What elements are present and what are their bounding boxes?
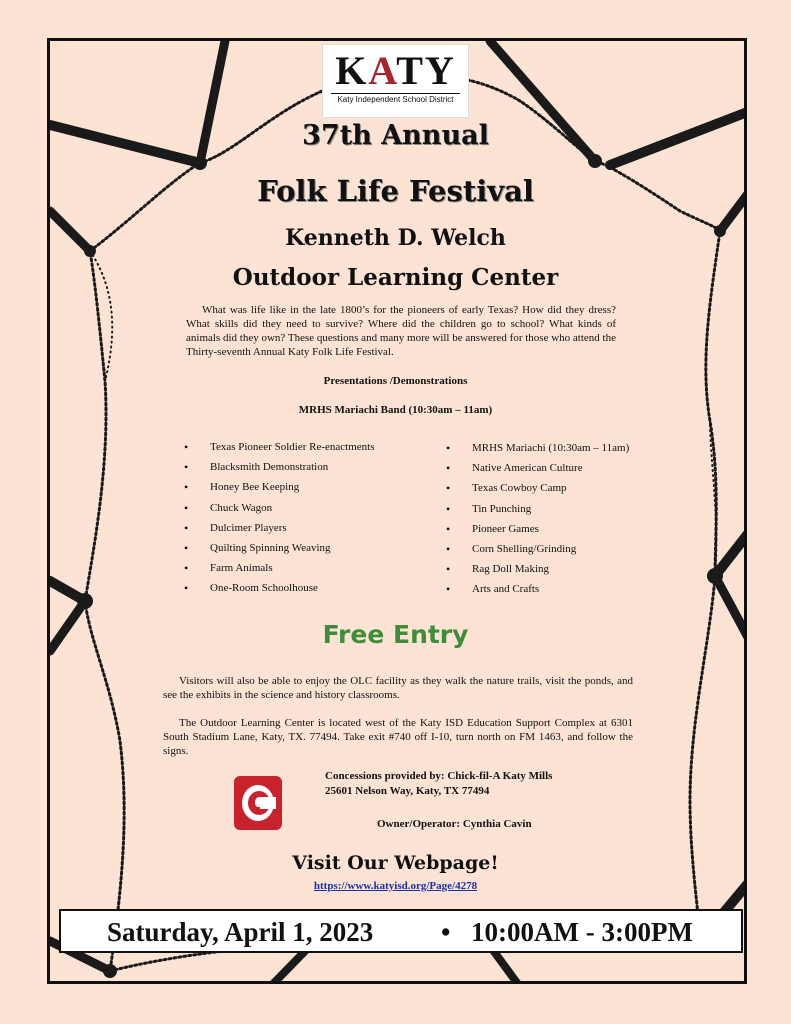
free-entry-banner: Free Entry — [322, 620, 469, 649]
district-name: Katy Independent School District — [331, 93, 460, 104]
chick-fil-a-logo — [234, 776, 282, 830]
visit-webpage-heading: Visit Our Webpage! — [292, 852, 499, 874]
list-item: • Quilting Spinning Weaving — [184, 542, 374, 562]
list-item: • One-Room Schoolhouse — [184, 582, 374, 602]
concessions-line: Concessions provided by: Chick-fil-A Katy Mills — [325, 770, 553, 782]
concessions-address: 25601 Nelson Way, Katy, TX 77494 — [325, 785, 490, 797]
intro-paragraph: What was life like in the late 1800’s for the pioneers of early Texas? How did they dress? What skills did they need to survive? Where did the children go to school? What kinds of animals did they own? These questions and many more will be answered for those who attend the Thirty-seventh Annual Katy Folk Life Festival. — [186, 304, 616, 358]
title-welch: Kenneth D. Welch — [285, 225, 506, 251]
list-item: • Farm Animals — [184, 562, 374, 582]
list-item: • Native American Culture — [446, 462, 629, 482]
left-activity-list — [184, 441, 374, 603]
list-item: • Honey Bee Keeping — [184, 481, 374, 501]
event-date: Saturday, April 1, 2023 — [107, 917, 374, 947]
list-item: • Tin Punching — [446, 503, 629, 523]
list-item: • MRHS Mariachi (10:30am – 11am) — [446, 442, 629, 462]
list-item: • Texas Pioneer Soldier Re-enactments — [184, 441, 374, 461]
katy-isd-logo: KATY Katy Independent School District — [322, 44, 469, 118]
list-item: • Texas Cowboy Camp — [446, 482, 629, 502]
date-time-box — [59, 909, 743, 953]
webpage-link[interactable]: https://www.katyisd.org/Page/4278 — [313, 880, 478, 892]
list-item: • Pioneer Games — [446, 523, 629, 543]
section-heading: Presentations /Demonstrations — [323, 375, 468, 387]
right-activity-list — [446, 442, 629, 604]
list-item: • Rag Doll Making — [446, 563, 629, 583]
owner-operator: Owner/Operator: Cynthia Cavin — [377, 818, 532, 830]
title-festival: Folk Life Festival — [257, 174, 534, 208]
title-olc: Outdoor Learning Center — [232, 264, 559, 291]
list-item: • Blacksmith Demonstration — [184, 461, 374, 481]
list-item: • Corn Shelling/Grinding — [446, 543, 629, 563]
separator-bullet: • — [441, 917, 451, 947]
list-item: • Arts and Crafts — [446, 583, 629, 603]
band-line: MRHS Mariachi Band (10:30am – 11am) — [298, 404, 493, 416]
list-item: • Dulcimer Players — [184, 522, 374, 542]
event-time: 10:00AM - 3:00PM — [471, 917, 693, 947]
visitors-paragraph: Visitors will also be able to enjoy the OLC facility as they walk the nature trails, visit the ponds, and see the exhibits in the science and history classrooms. — [163, 675, 633, 701]
location-paragraph: The Outdoor Learning Center is located west of the Katy ISD Education Support Complex at 6301 South Stadium Lane, Katy, TX. 77494. Take exit #740 off I-10, turn north on FM 1463, and follow the signs. — [163, 717, 633, 757]
list-item: • Chuck Wagon — [184, 502, 374, 522]
title-annual: 37th Annual — [302, 120, 489, 151]
